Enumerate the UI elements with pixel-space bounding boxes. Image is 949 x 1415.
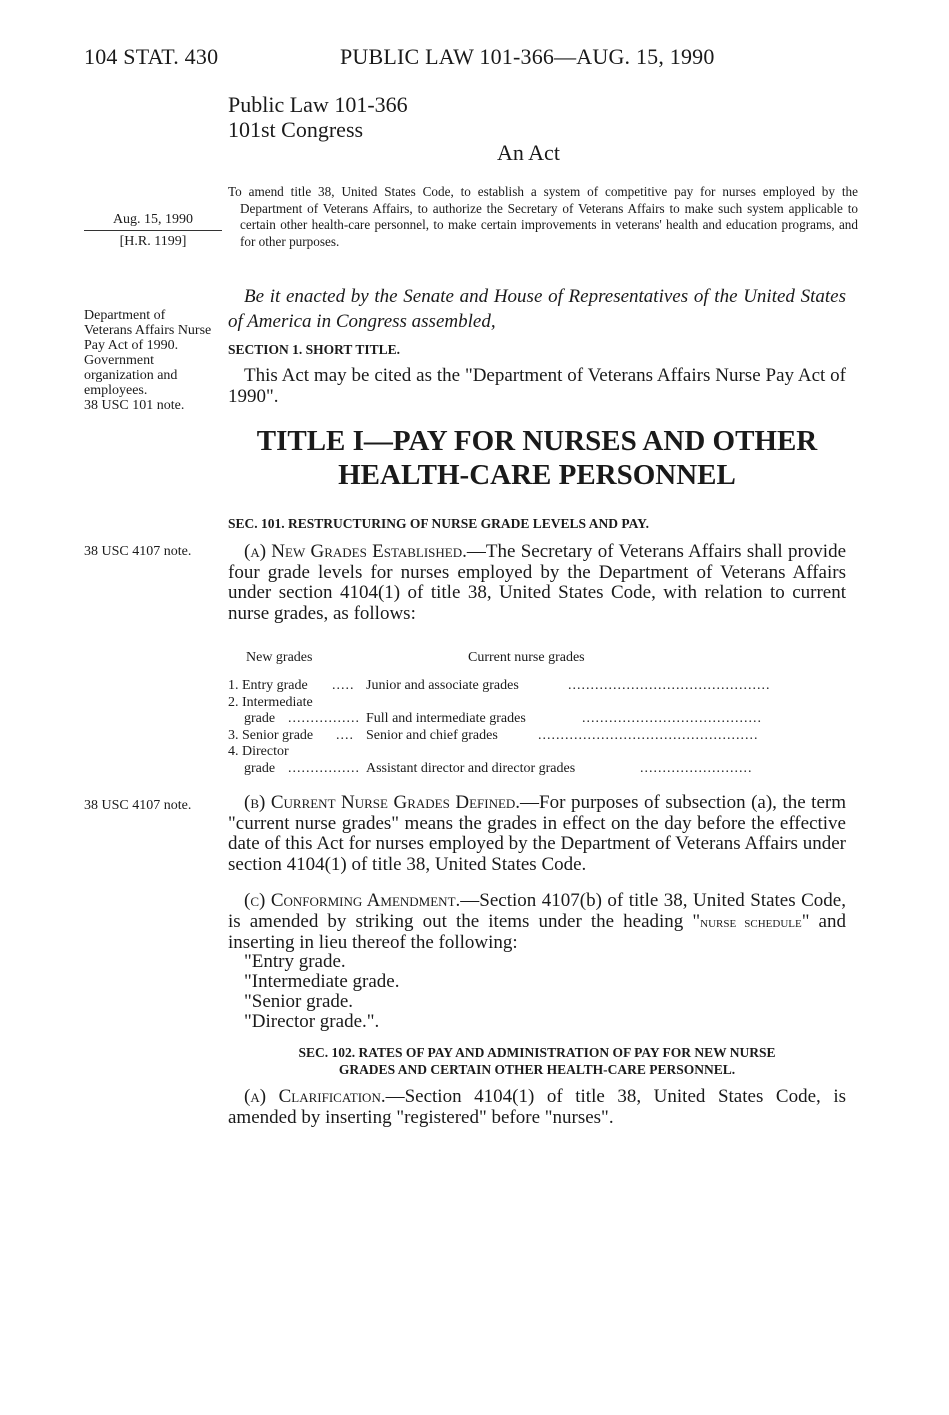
section-101-subsection-c (228, 891, 846, 954)
subsection-c-text-1: —Section 4107(b) of title 38, United States Code, is amended by striking out the items under the heading " (228, 890, 846, 932)
leader-dots: ................ (288, 711, 360, 726)
new-grade: 1. Entry grade (228, 678, 308, 693)
sec-102-a-lead: (a) Clarification. (244, 1086, 386, 1107)
margin-note-sec-101b: 38 USC 4107 note. (84, 798, 192, 813)
inserted-grade: "Intermediate grade. (244, 971, 400, 992)
margin-note-act-name: Department of Veterans Affairs Nurse Pay Act of 1990. (84, 308, 212, 353)
bill-number: [H.R. 1199] (119, 234, 187, 249)
margin-note-short-title (84, 308, 214, 413)
current-grade: Junior and associate grades (366, 678, 519, 693)
leader-dots: .... (336, 728, 354, 743)
subsection-b-text: —For purposes of subsection (a), the term "current nurse grades" means the grades in effect on the day before the effective date of this Act for nurses employed by the Department of Veterans Affairs under section 4104(1) of title 38, United States Code. (228, 792, 846, 875)
inserted-grade: "Senior grade. (244, 991, 354, 1012)
new-grade: 3. Senior grade (228, 728, 314, 743)
leader-dots: ........................................ (582, 711, 762, 726)
inserted-grade-list (244, 952, 399, 1032)
section-102-heading-line-1: SEC. 102. RATES OF PAY AND ADMINISTRATION OF PAY FOR NEW NURSE (298, 1045, 776, 1060)
subsection-a-text: —The Secretary of Veterans Affairs shall provide four grade levels for nurses employed by the Department of Veterans Affairs under section 4104(1) of title 38, United States Code, with relation to current nurse grades, as follows: (228, 541, 847, 624)
margin-note-sec-101a: 38 USC 4107 note. (84, 544, 192, 559)
margin-date-block (84, 212, 222, 250)
subsection-b-lead: (b) Current Nurse Grades Defined. (244, 792, 521, 813)
inserted-grade: "Entry grade. (244, 951, 346, 972)
section-102-subsection-a (228, 1087, 846, 1128)
table-header-current-grades: Current nurse grades (468, 650, 585, 665)
new-grade: 2. Intermediate (228, 695, 313, 710)
inserted-grade: "Director grade.". (244, 1011, 380, 1032)
law-number: Public Law 101-366 (228, 92, 408, 117)
page-law-reference: PUBLIC LAW 101-366—AUG. 15, 1990 (340, 44, 715, 69)
leader-dots: ................ (288, 761, 360, 776)
new-grade: 4. Director (228, 744, 289, 759)
title-1-line-1: TITLE I—PAY FOR NURSES AND OTHER (256, 425, 818, 457)
law-title-block (228, 92, 408, 142)
title-1-heading (228, 424, 846, 492)
margin-note-usc: 38 USC 101 note. (84, 398, 185, 413)
leader-dots: ............................................. (568, 678, 771, 693)
section-101-subsection-a (228, 542, 846, 624)
enactment-date: Aug. 15, 1990 (84, 212, 222, 231)
subsection-a-lead: (a) New Grades Established. (244, 541, 467, 562)
sec-102-a-text: —Section 4104(1) of title 38, United States Code, is amended by inserting "registered" before "nurses". (228, 1086, 846, 1128)
section-101-subsection-b (228, 793, 846, 875)
current-grade: Assistant director and director grades (366, 761, 576, 776)
new-grade-continued: grade (244, 711, 276, 726)
leader-dots: ......................... (640, 761, 753, 776)
act-purpose: To amend title 38, United States Code, to establish a system of competitive pay for nurses employed by the Department of Veterans Affairs, to authorize the Secretary of Veterans Affairs to make such system applicable to certain other health-care personnel, to make certain improvements in veterans' health and education programs, and for other purposes. (228, 184, 858, 249)
enacting-clause: Be it enacted by the Senate and House of Representatives of the United States of America in Congress assembled, (228, 286, 846, 332)
section-102-heading (228, 1044, 846, 1078)
current-grade: Full and intermediate grades (366, 711, 526, 726)
congress-number: 101st Congress (228, 117, 364, 142)
leader-dots: ..... (332, 678, 355, 693)
subsection-c-lead: (c) Conforming Amendment. (244, 890, 461, 911)
section-102-heading-line-2: GRADES AND CERTAIN OTHER HEALTH-CARE PERSONNEL. (338, 1062, 736, 1077)
margin-note-subject: Government organization and employees. (84, 353, 178, 398)
section-101-heading: SEC. 101. RESTRUCTURING OF NURSE GRADE LEVELS AND PAY. (228, 516, 649, 531)
section-1-text: This Act may be cited as the "Department of Veterans Affairs Nurse Pay Act of 1990". (228, 365, 846, 407)
section-1-heading: SECTION 1. SHORT TITLE. (228, 342, 400, 357)
nurse-schedule-heading: nurse schedule (700, 914, 802, 931)
current-grade: Senior and chief grades (366, 728, 498, 743)
subsection-c-text-2: " and inserting in lieu thereof the following: (228, 910, 846, 953)
table-header-new-grades: New grades (246, 650, 313, 665)
act-label: An Act (497, 140, 560, 165)
page-stat-reference: 104 STAT. 430 (84, 44, 219, 69)
leader-dots: ................................................. (538, 728, 759, 743)
title-1-line-2: HEALTH-CARE PERSONNEL (338, 459, 736, 491)
new-grade-continued: grade (244, 761, 276, 776)
